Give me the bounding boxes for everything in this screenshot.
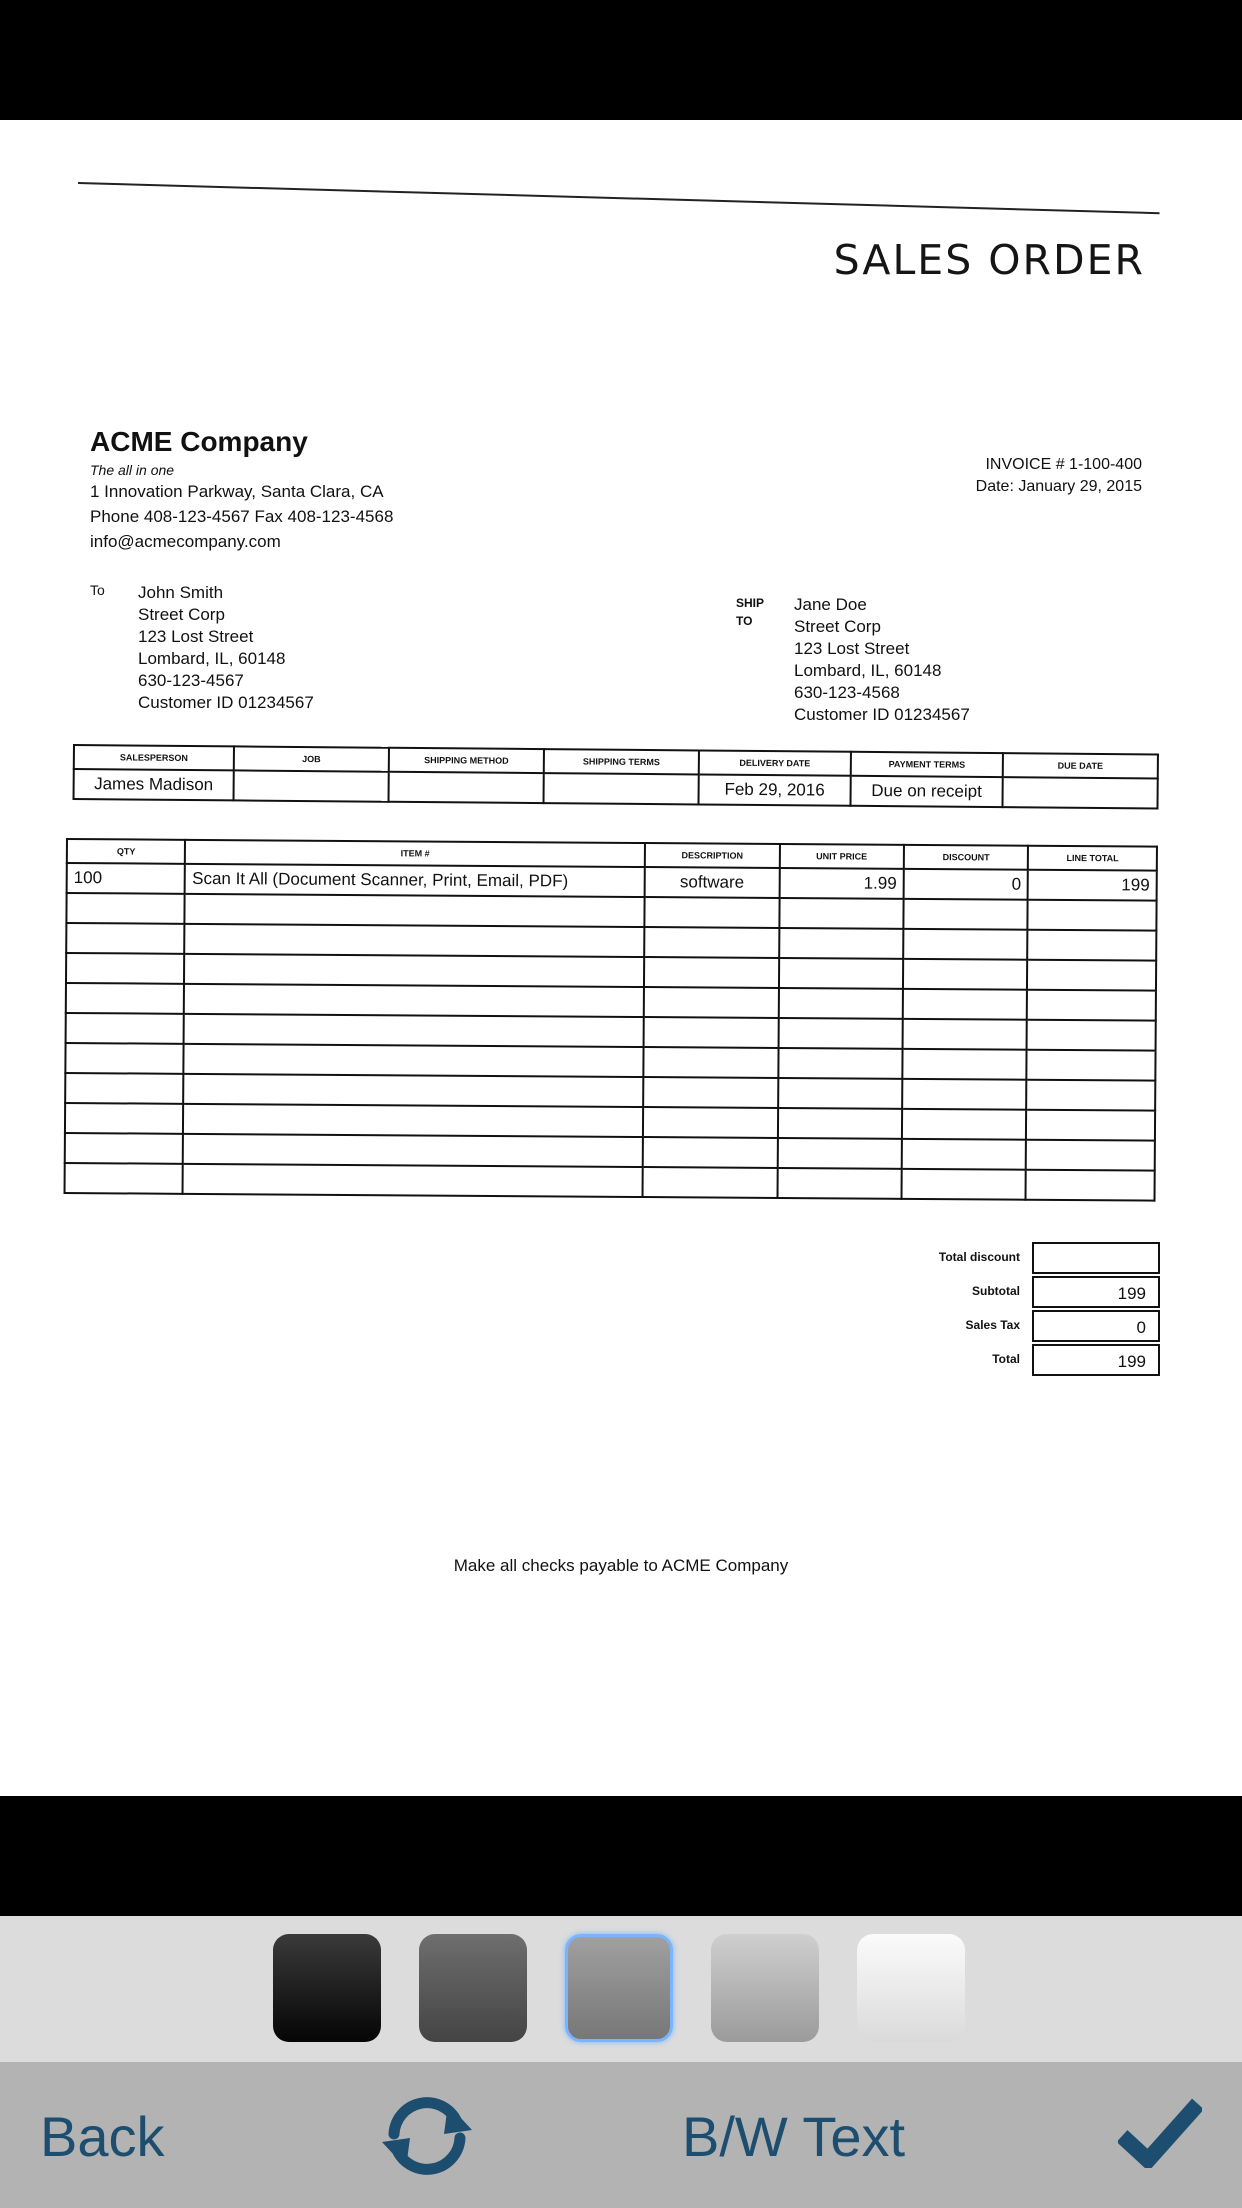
document-title: SALES ORDER: [833, 236, 1145, 284]
back-button[interactable]: Back: [40, 2105, 165, 2168]
bill-to-line: Street Corp: [138, 605, 225, 624]
ship-to-line: Jane Doe: [794, 595, 867, 614]
bottom-toolbar: [0, 2062, 1242, 2208]
bill-to-line: John Smith: [138, 583, 224, 602]
meta-header: SHIPPING METHOD: [389, 748, 544, 773]
meta-header: SHIPPING TERMS: [544, 749, 699, 774]
total-row: [800, 1344, 1160, 1378]
filter-swatch-dark-gray[interactable]: [419, 1934, 527, 2042]
company-address: 1 Innovation Parkway, Santa Clara, CA: [90, 482, 384, 501]
scanned-document: [0, 120, 1242, 1796]
bill-to-line: Lombard, IL, 60148: [138, 649, 286, 668]
meta-header: DUE DATE: [1003, 753, 1158, 778]
checkmark-icon: [1118, 2096, 1202, 2168]
item-header: LINE TOTAL: [1028, 846, 1157, 871]
bill-to-line: 123 Lost Street: [138, 627, 254, 646]
item-line-total: 199: [1028, 870, 1157, 901]
item-number: Scan It All (Document Scanner, Print, Email, PDF): [185, 864, 645, 897]
sales-tax-value: 0: [1032, 1310, 1160, 1342]
ship-to-line: Lombard, IL, 60148: [794, 661, 942, 680]
total-discount-label: Total discount: [938, 1250, 1020, 1264]
filter-swatch-bar: [0, 1916, 1242, 2062]
meta-job: [234, 770, 389, 801]
invoice-date: Date: January 29, 2015: [975, 478, 1142, 495]
item-qty: 100: [67, 863, 186, 894]
total-discount-row: [800, 1242, 1160, 1276]
sales-tax-row: [800, 1310, 1160, 1344]
item-header: QTY: [67, 839, 186, 864]
company-name: ACME Company: [90, 426, 308, 457]
ship-to-label-line2: TO: [736, 614, 753, 628]
line-items-table: [64, 838, 1158, 1202]
table-row: [65, 1163, 1155, 1201]
item-header: DESCRIPTION: [645, 843, 780, 868]
invoice-number: INVOICE # 1-100-400: [985, 456, 1142, 473]
bill-to-line: Customer ID 01234567: [138, 693, 314, 712]
bw-text-mode-button[interactable]: B/W Text: [682, 2105, 906, 2168]
ship-to-line: Customer ID 01234567: [794, 705, 970, 724]
ship-to-label: [736, 594, 776, 630]
ship-to-label-line1: SHIP: [736, 596, 765, 610]
meta-shipping-terms: [544, 773, 699, 804]
done-button[interactable]: [1118, 2096, 1202, 2168]
subtotal-value: 199: [1032, 1276, 1160, 1308]
item-discount: 0: [904, 869, 1029, 900]
meta-header: JOB: [234, 746, 389, 771]
filter-swatch-black[interactable]: [273, 1934, 381, 2042]
meta-salesperson: James Madison: [74, 769, 234, 800]
bottom-black-band: [0, 1796, 1242, 1916]
invoice-meta: [976, 454, 1142, 498]
payment-note: Make all checks payable to ACME Company: [453, 1556, 789, 1575]
rotate-icon: [374, 2090, 480, 2182]
item-unit-price: 1.99: [779, 868, 904, 899]
total-discount-value: [1032, 1242, 1160, 1274]
ship-to-line: Street Corp: [794, 617, 881, 636]
rotate-button[interactable]: [374, 2090, 480, 2182]
item-description: software: [645, 867, 780, 898]
company-tagline: The all in one: [90, 462, 175, 478]
meta-shipping-method: [389, 772, 544, 803]
ship-to-line: 123 Lost Street: [794, 639, 910, 658]
filter-swatch-gray-selected[interactable]: [565, 1934, 673, 2042]
top-bar: [0, 0, 1242, 120]
ship-to-line: 630-123-4568: [794, 683, 900, 702]
company-block: [90, 426, 393, 553]
subtotal-label: Subtotal: [972, 1284, 1020, 1298]
meta-payment-terms: Due on receipt: [850, 776, 1002, 807]
item-header: UNIT PRICE: [779, 844, 904, 869]
meta-header: PAYMENT TERMS: [851, 752, 1003, 777]
item-header: ITEM #: [185, 840, 645, 867]
totals-block: [800, 1242, 1160, 1378]
meta-delivery-date: Feb 29, 2016: [698, 774, 850, 805]
sales-tax-label: Sales Tax: [965, 1318, 1020, 1332]
order-meta-table: [73, 744, 1159, 809]
total-value: 199: [1032, 1344, 1160, 1376]
filter-swatch-white[interactable]: [857, 1934, 965, 2042]
meta-header: DELIVERY DATE: [699, 750, 851, 775]
bill-to-label: To: [90, 582, 105, 598]
company-email: info@acmecompany.com: [90, 532, 281, 551]
company-phone-fax: Phone 408-123-4567 Fax 408-123-4568: [90, 507, 394, 526]
bill-to-line: 630-123-4567: [138, 671, 244, 690]
meta-due-date: [1002, 777, 1157, 808]
meta-header: SALESPERSON: [74, 745, 234, 770]
subtotal-row: [800, 1276, 1160, 1310]
item-header: DISCOUNT: [904, 845, 1029, 870]
header-rule: [78, 182, 1160, 214]
filter-swatch-light-gray[interactable]: [711, 1934, 819, 2042]
total-label: Total: [992, 1352, 1020, 1366]
